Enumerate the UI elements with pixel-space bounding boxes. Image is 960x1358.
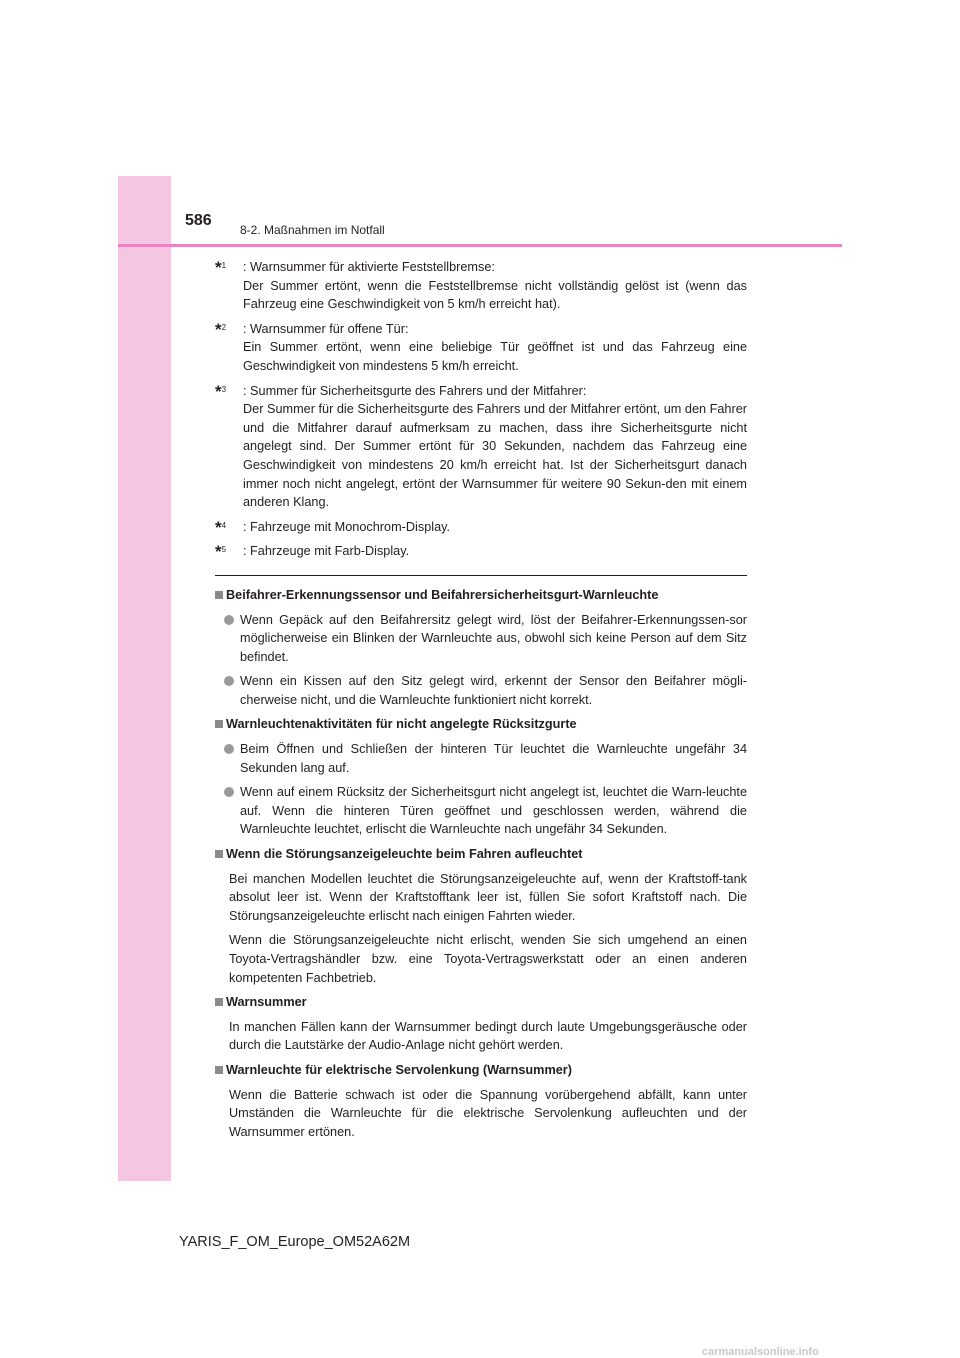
- footnote-marker: *$^2$: [215, 319, 227, 339]
- page-number: 586: [185, 212, 212, 229]
- circle-bullet-icon: [224, 744, 234, 754]
- footnote-text: Der Summer für die Sicherheitsgurte des Fahrers und der Mitfahrer ertönt, um den Fahrer und die Mitfahrer darauf aufmerksam zu machen, dass ihre Sicherheitsgurte nicht angelegt sind. Der Summer ertönt für 30 Sekunden, nachdem das Fahrzeug eine Geschwindigkeit von mindestens 20 km/h erreicht hat. Ist der Sicherheitsgurt danach immer noch nicht angelegt, ertönt der Warnsummer für weitere 90 Sekun-den mit einem anderen Klang.: [243, 402, 747, 510]
- square-bullet-icon: [215, 720, 223, 728]
- body-paragraph: Wenn die Störungsanzeigeleuchte nicht erlischt, wenden Sie sich umgehend an einen Toyota-Vertragshändler bzw. eine Toyota-Vertragswerkstatt oder an einen anderen kompetenten Fachbetrieb.: [229, 933, 747, 985]
- header-rule: [118, 244, 842, 247]
- square-bullet-icon: [215, 591, 223, 599]
- bullet-item: Wenn Gepäck auf den Beifahrersitz gelegt wird, löst der Beifahrer-Erkennungssen-sor möglicherweise ein Blinken der Warnleuchte aus, obwohl sich keine Person auf dem Sitz befindet.: [215, 611, 747, 667]
- footnote-text: Der Summer ertönt, wenn die Feststellbremse nicht vollständig gelöst ist (wenn das Fahrzeug eine Geschwindigkeit von 5 km/h erreicht hat).: [243, 278, 747, 312]
- footnote: [215, 382, 747, 512]
- footnote: [215, 542, 747, 561]
- footnote-marker: *$^1$: [215, 258, 227, 277]
- footnote-title: : Warnsummer für offene Tür:: [243, 321, 409, 336]
- watermark-text: carmanualsonline.info: [702, 1346, 819, 1358]
- body-paragraph: Bei manchen Modellen leuchtet die Störungsanzeigeleuchte auf, wenn der Kraftstoff-tank absolut leer ist. Wenn der Kraftstofftank leer ist, füllen Sie sofort Kraftstoff nach. Die Störungsanzeigeleuchte erlischt nach einigen Fahrten wieder.: [229, 871, 747, 923]
- section-heading: Warnleuchtenaktivitäten für nicht angelegte Rücksitzgurte: [215, 715, 747, 734]
- footnote: [215, 258, 747, 314]
- bullet-item: Beim Öffnen und Schließen der hinteren Tür leuchtet die Warnleuchte ungefähr 34 Sekunden lang auf.: [215, 740, 747, 777]
- page-content: [215, 258, 747, 1147]
- section-heading: Wenn die Störungsanzeigeleuchte beim Fahren aufleuchtet: [215, 845, 747, 864]
- footnote-title: : Fahrzeuge mit Farb-Display.: [243, 544, 410, 559]
- footnote: [215, 518, 747, 537]
- bullet-item: Wenn auf einem Rücksitz der Sicherheitsgurt nicht angelegt ist, leuchtet die Warn-leuchte auf. Wenn die hinteren Türen geöffnet und geschlossen werden, während die Warnleuchte leuchtet, erlischt die Warnleuchte nach ungefähr 34 Sekunden.: [215, 783, 747, 839]
- footnote-marker: *$^5$: [215, 542, 227, 562]
- footnote: [215, 320, 747, 376]
- body-paragraph: Wenn die Batterie schwach ist oder die Spannung vorübergehend abfällt, kann unter Umständen die Warnleuchte für die elektrische Servolenkung aufleuchten und der Warnsummer ertönen.: [229, 1087, 747, 1139]
- section-divider: [215, 575, 747, 576]
- square-bullet-icon: [215, 998, 223, 1006]
- side-color-band: [118, 176, 171, 1181]
- section-heading: Warnsummer: [215, 993, 747, 1012]
- footnote-title: : Fahrzeuge mit Monochrom-Display.: [243, 519, 451, 534]
- section-title: 8-2. Maßnahmen im Notfall: [240, 223, 385, 237]
- footnote-title: : Summer für Sicherheitsgurte des Fahrers und der Mitfahrer:: [243, 383, 587, 398]
- footnote-text: Ein Summer ertönt, wenn eine beliebige Tür geöffnet ist und das Fahrzeug eine Geschwindigkeit von mindestens 5 km/h erreicht.: [243, 340, 747, 373]
- section-heading: Beifahrer-Erkennungssensor und Beifahrersicherheitsgurt-Warnleuchte: [215, 586, 747, 605]
- footnote-marker: *$^3$: [215, 381, 227, 401]
- bullet-item: Wenn ein Kissen auf den Sitz gelegt wird, erkennt der Sensor den Beifahrer mögli-cherweise nicht, und die Warnleuchte funktioniert nicht korrekt.: [215, 672, 747, 709]
- footnote-marker: *$^4$: [215, 517, 227, 537]
- circle-bullet-icon: [224, 787, 234, 797]
- body-paragraph: In manchen Fällen kann der Warnsummer bedingt durch laute Umgebungsgeräusche oder durch die Lautstärke der Audio-Anlage nicht gehört werden.: [229, 1019, 747, 1053]
- section-heading: Warnleuchte für elektrische Servolenkung (Warnsummer): [215, 1061, 747, 1080]
- circle-bullet-icon: [224, 676, 234, 686]
- circle-bullet-icon: [224, 615, 234, 625]
- square-bullet-icon: [215, 1066, 223, 1074]
- footnote-title: : Warnsummer für aktivierte Feststellbremse:: [243, 260, 495, 274]
- square-bullet-icon: [215, 850, 223, 858]
- document-code: YARIS_F_OM_Europe_OM52A62M: [179, 1234, 411, 1250]
